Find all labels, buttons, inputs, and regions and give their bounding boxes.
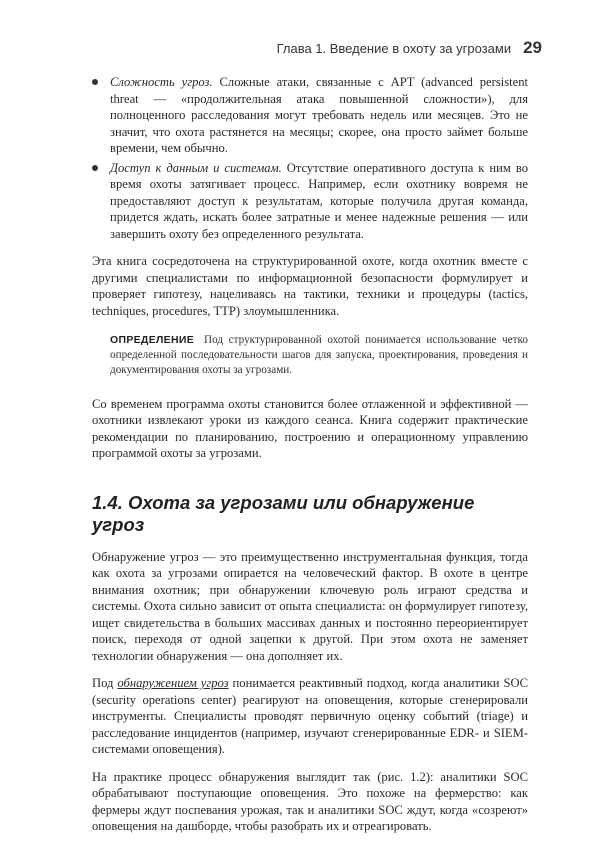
definition-box bbox=[110, 333, 528, 379]
bullet-icon bbox=[92, 79, 98, 85]
bullet-item-complexity bbox=[92, 74, 528, 157]
bullet-text: Отсутствие оперативного доступа к ним во время охоты затягивает процесс. Например, если охотнику вовремя не предоставляют доступ к результатам, которые получила другая команда, придется ждать, искать более затратные и менее надежные решения — или завершить охоту без определенного результата. bbox=[110, 160, 528, 241]
definition-text: Под структурированной охотой понимается использование четко определенной последовательности шагов для запуска, проектирования, проведения и документирования охоты за угрозами. bbox=[110, 334, 528, 377]
paragraph-structured-hunt: Эта книга сосредоточена на структурированной охоте, когда охотник вместе с другими специалистами по информационной безопасности формулирует и проверяет гипотезу, нацеливаясь на тактики, техники и процедуры (tactics, techniques, procedures, TTP) злоумышленника. bbox=[92, 254, 528, 318]
page-number: 29 bbox=[523, 38, 542, 57]
bullet-term: Сложность угроз. bbox=[110, 75, 213, 89]
paragraph-practice: На практике процесс обнаружения выглядит так (рис. 1.2): аналитики SOC обрабатывают поступающие оповещения. Это похоже на фермерство: как фермеры ждут поспевания урожая, так и аналитики SOC ждут, когда «созреют» оповещения на дашборде, чтобы разобрать их и отреагировать. bbox=[92, 769, 528, 834]
definition-term: ОПРЕДЕЛЕНИЕ bbox=[110, 334, 195, 346]
chapter-title: Глава 1. Введение в охоту за угрозами bbox=[276, 41, 512, 56]
bullet-item-access bbox=[92, 160, 528, 243]
section-heading: 1.4. Охота за угрозами или обнаружение угроз bbox=[92, 491, 475, 535]
paragraph-hunt-program: Со временем программа охоты становится более отлаженной и эффективной — охотники извлекают уроки из каждого сеанса. Книга содержит практические рекомендации по планированию, построению и операционному управлению программой охоты за угрозами. bbox=[92, 396, 528, 461]
running-header bbox=[277, 38, 542, 58]
page-body bbox=[92, 74, 528, 846]
bullet-icon bbox=[92, 165, 98, 171]
bullet-term: Доступ к данным и системам. bbox=[110, 160, 282, 175]
bullet-text: Сложные атаки, связанные с APT (advanced persistent threat — «продолжительная атака повышенной сложности»), для полноценного расследования могут требовать недель или месяцев. Это не значит, что охота растянется на месяцы; скорее, она просто займет больше времени, чем обычно. bbox=[110, 75, 529, 155]
emphasized-term: обнаружением угроз bbox=[117, 676, 229, 691]
bullet-list bbox=[92, 74, 528, 242]
paragraph-reactive: Под обнаружением угроз понимается реактивный подход, когда аналитики SOC (security operations center) реагируют на оповещения, которые сгенерировали инструменты. Специалисты проводят первичную оценку событий (triage) и расследование инцидентов (например, изучают сгенерированные EDR- и SIEM-системами оповещения). bbox=[92, 676, 529, 757]
paragraph-detection: Обнаружение угроз — это преимущественно инструментальная функция, тогда как охота за угрозами опирается на человеческий фактор. В охоте в центре внимания охотник; при обнаружении ключевую роль играют средства и системы. Охота сильно зависит от опыта специалиста: он формулирует гипотезу, ищет свидетельства в больших массивах данных и постоянно переориентирует поиск, переходя от одной зацепки к другой. При этом охота не заменяет технологии обнаружения — она дополняет их. bbox=[92, 549, 528, 663]
